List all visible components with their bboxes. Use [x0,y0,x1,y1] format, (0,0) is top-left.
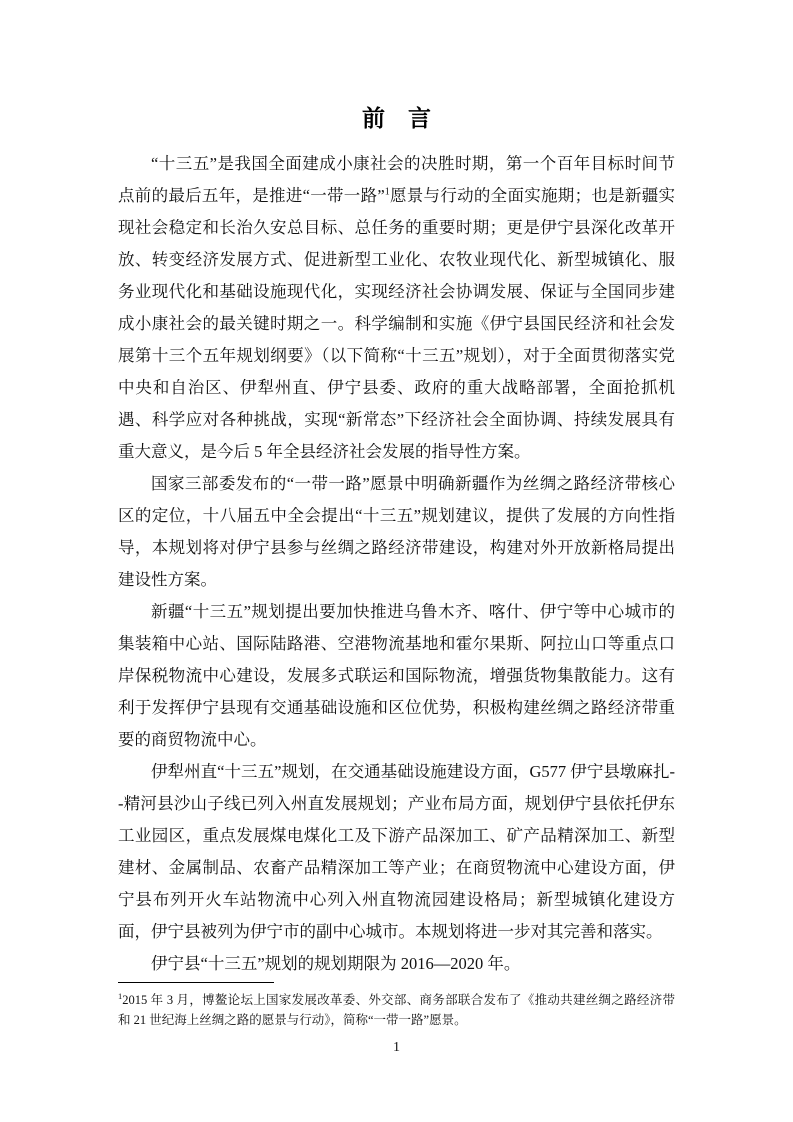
document-body [118,148,675,980]
paragraph [118,148,675,468]
footnote-reference: 1 [384,186,390,198]
paragraph-text: “十三五”是我国全面建成小康社会的决胜时期，第一个百年目标时间节点前的最后五年，是推进“一带一路” [118,154,675,205]
paragraph-text: 伊犁州直“十三五”规划，在交通基础设施建设方面，G577 伊宁县墩麻扎--精河县沙山子线已列入州直发展规划；产业布局方面，规划伊宁县依托伊东工业园区，重点发展煤电煤化工及下游产品深加工、矿产品精深加工、新型建材、金属制品、农畜产品精深加工等产业；在商贸物流中心建设方面，伊宁县布列开火车站物流中心列入州直物流园建设格局；新型城镇化建设方面，伊宁县被列为伊宁市的副中心城市。本规划将进一步对其完善和落实。 [118,762,675,941]
footnote-marker: 1 [118,990,123,1001]
paragraph [118,468,675,596]
paragraph-text: 愿景与行动的全面实施期；也是新疆实现社会稳定和长治久安总目标、总任务的重要时期；更是伊宁县深化改革开放、转变经济发展方式、促进新型工业化、农牧业现代化、新型城镇化、服务业现代化和基础设施现代化，实现经济社会协调发展、保证与全国同步建成小康社会的最关键时期之一。科学编制和实施《伊宁县国民经济和社会发展第十三个五年规划纲要》（以下简称“十三五”规划），对于全面贯彻落实党中央和自治区、伊犁州直、伊宁县委、政府的重大战略部署，全面抢抓机遇、科学应对各种挑战，实现“新常态”下经济社会全面协调、持续发展具有重大意义，是今后 5 年全县经济社会发展的指导性方案。 [118,186,676,461]
paragraph-text: 国家三部委发布的“一带一路”愿景中明确新疆作为丝绸之路经济带核心区的定位，十八届五中全会提出“十三五”规划建议，提供了发展的方向性指导，本规划将对伊宁县参与丝绸之路经济带建设，构建对外开放新格局提出建设性方案。 [118,474,675,589]
paragraph [118,596,675,756]
footnote [118,990,675,1030]
page-number: 1 [393,1040,400,1055]
footnote-area [118,982,675,1030]
footnote-text: 2015 年 3 月，博鳌论坛上国家发展改革委、外交部、商务部联合发布了《推动共建丝绸之路经济带和 21 世纪海上丝绸之路的愿景与行动》，简称“一带一路”愿景。 [118,993,675,1027]
paragraph-text: 伊宁县“十三五”规划的规划期限为 2016—2020 年。 [151,954,521,973]
document-title: 前 言 [362,105,431,131]
paragraph [118,948,675,980]
paragraph [118,756,675,948]
footnote-separator [118,982,274,983]
paragraph-text: 新疆“十三五”规划提出要加快推进乌鲁木齐、喀什、伊宁等中心城市的集装箱中心站、国际陆路港、空港物流基地和霍尔果斯、阿拉山口等重点口岸保税物流中心建设，发展多式联运和国际物流，增强货物集散能力。这有利于发挥伊宁县现有交通基础设施和区位优势，积极构建丝绸之路经济带重要的商贸物流中心。 [118,602,675,749]
